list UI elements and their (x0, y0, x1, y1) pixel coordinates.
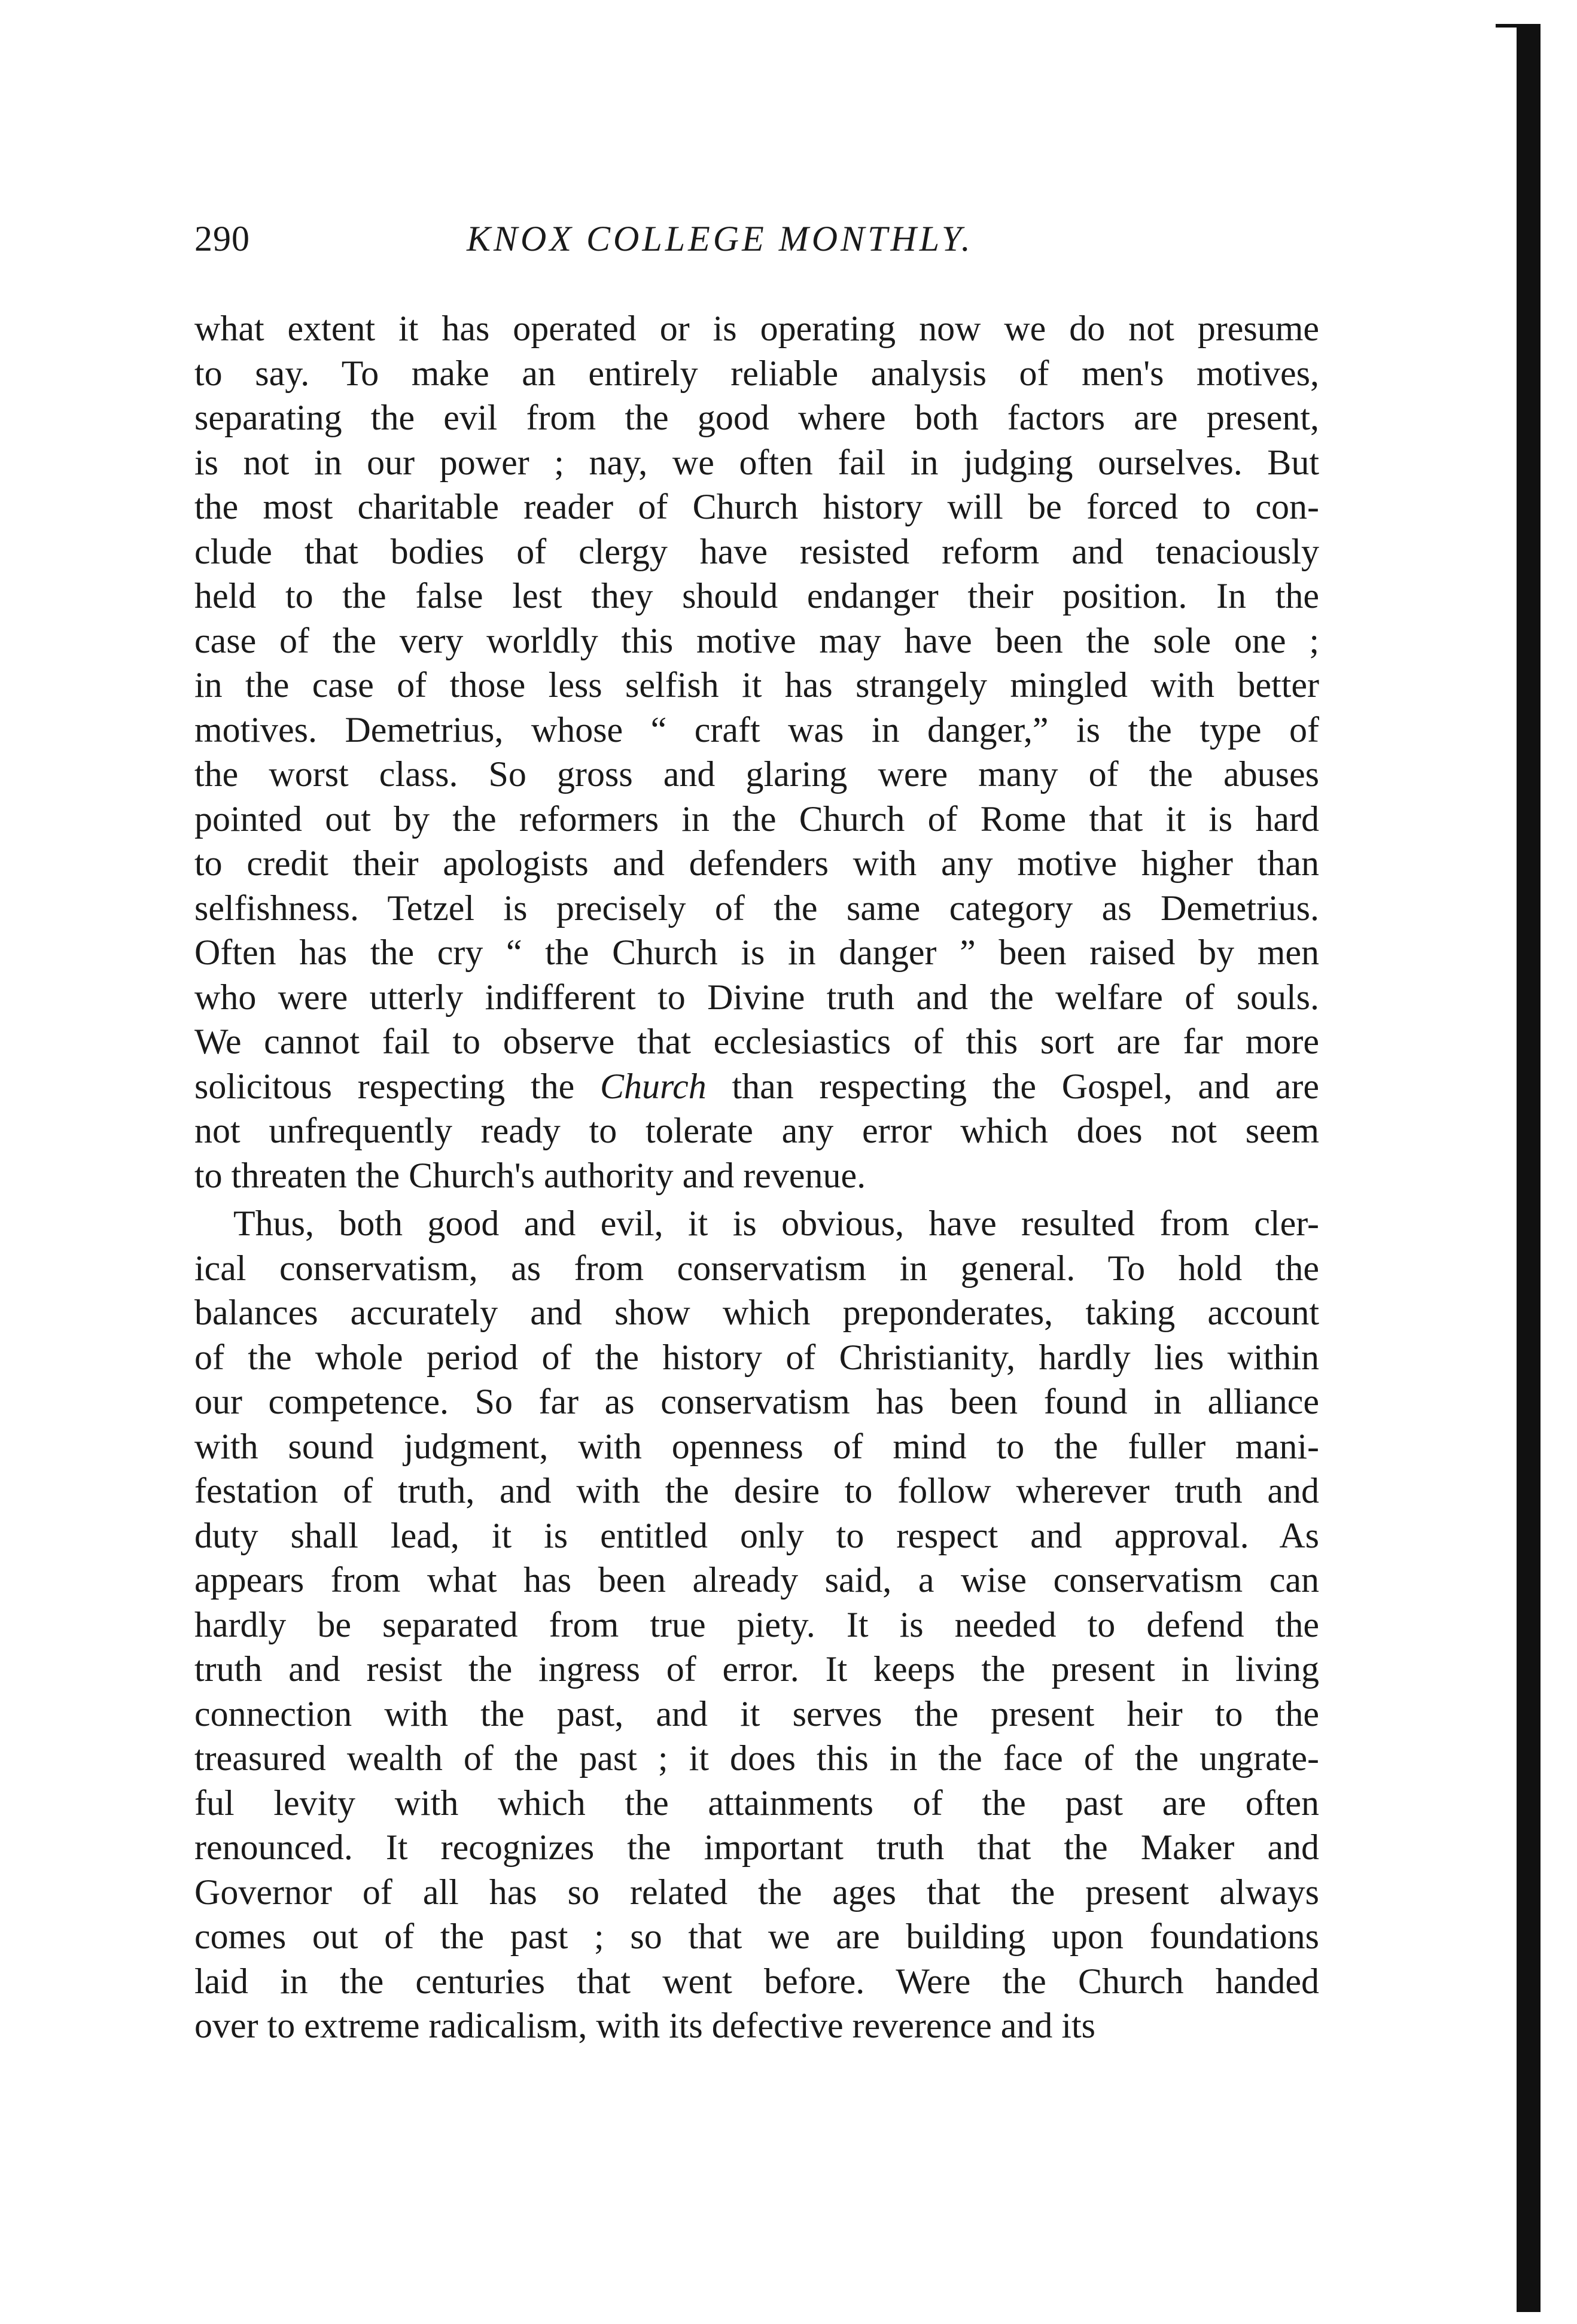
text-line: Often has the cry “ the Church is in danger ” been raised by men (194, 933, 1319, 972)
text-line: We cannot fail to observe that ecclesiastics of this sort are far more (194, 1022, 1319, 1061)
text-line: over to extreme radicalism, with its defective reverence and its (194, 2006, 1096, 2045)
text-line: renounced. It recognizes the important truth that the Maker and (194, 1827, 1319, 1867)
page-number: 290 (194, 219, 250, 258)
text-line: pointed out by the reformers in the Church of Rome that it is hard (194, 799, 1319, 839)
text-line: duty shall lead, it is entitled only to respect and approval. As (194, 1515, 1319, 1555)
text-line: solicitous respecting the Church than respecting the Gospel, and are (194, 1066, 1319, 1106)
text-line: held to the false lest they should endanger their position. In the (194, 576, 1319, 616)
page-edge-shadow (1517, 24, 1541, 2312)
text-line: to say. To make an entirely reliable analysis of men's motives, (194, 353, 1319, 393)
text-line: balances accurately and show which preponderates, taking account (194, 1293, 1319, 1332)
text-line: festation of truth, and with the desire to follow wherever truth and (194, 1471, 1319, 1510)
page-edge-notch (1496, 24, 1520, 28)
text-line: with sound judgment, with openness of mind to the fuller mani- (194, 1426, 1319, 1466)
text-line: comes out of the past ; so that we are building upon foundations (194, 1917, 1319, 1956)
text-line: clude that bodies of clergy have resisted reform and tenaciously (194, 531, 1319, 571)
text-line: case of the very worldly this motive may have been the sole one ; (194, 620, 1319, 660)
text-line: motives. Demetrius, whose “ craft was in danger,” is the type of (194, 709, 1319, 750)
text-line: truth and resist the ingress of error. It keeps the present in living (194, 1649, 1319, 1689)
text-line: to credit their apologists and defenders with any motive higher than (194, 843, 1319, 883)
text-line: in the case of those less selfish it has strangely mingled with better (194, 665, 1319, 705)
text-line: to threaten the Church's authority and revenue. (194, 1155, 866, 1195)
text-line: who were utterly indifferent to Divine truth and the welfare of souls. (194, 977, 1319, 1017)
running-head (194, 218, 1319, 272)
text-line: separating the evil from the good where both factors are present, (194, 398, 1319, 437)
text-line: ical conservatism, as from conservatism in general. To hold the (194, 1248, 1319, 1288)
text-line: ful levity with which the attainments of the past are often (194, 1783, 1319, 1823)
text-line: is not in our power ; nay, we often fail in judging ourselves. But (194, 442, 1319, 482)
text-line: selfishness. Tetzel is precisely of the same category as Demetrius. (194, 888, 1319, 928)
text-line: hardly be separated from true piety. It is needed to defend the (194, 1604, 1319, 1644)
text-line: Thus, both good and evil, it is obvious, have resulted from cler- (233, 1204, 1319, 1243)
text-line: laid in the centuries that went before. Were the Church handed (194, 1961, 1319, 2001)
body-text (194, 306, 1319, 2048)
text-line: our competence. So far as conservatism has been found in alliance (194, 1382, 1319, 1421)
text-line: the most charitable reader of Church history will be forced to con- (194, 487, 1319, 526)
text-line: appears from what has been already said, a wise conservatism can (194, 1560, 1319, 1600)
text-line: of the whole period of the history of Christianity, hardly lies within (194, 1337, 1319, 1377)
text-line: connection with the past, and it serves the present heir to the (194, 1693, 1319, 1734)
paragraph-2 (194, 1201, 1319, 2048)
journal-title: KNOX COLLEGE MONTHLY. (467, 219, 973, 258)
text-line: treasured wealth of the past ; it does this in the face of the ungrate- (194, 1738, 1319, 1778)
text-line: not unfrequently ready to tolerate any error which does not seem (194, 1111, 1319, 1150)
text-line: what extent it has operated or is operating now we do not presume (194, 309, 1319, 348)
text-line: Governor of all has so related the ages that the present always (194, 1872, 1319, 1912)
text-line: the worst class. So gross and glaring were many of the abuses (194, 754, 1319, 794)
paragraph-1 (194, 306, 1319, 1198)
